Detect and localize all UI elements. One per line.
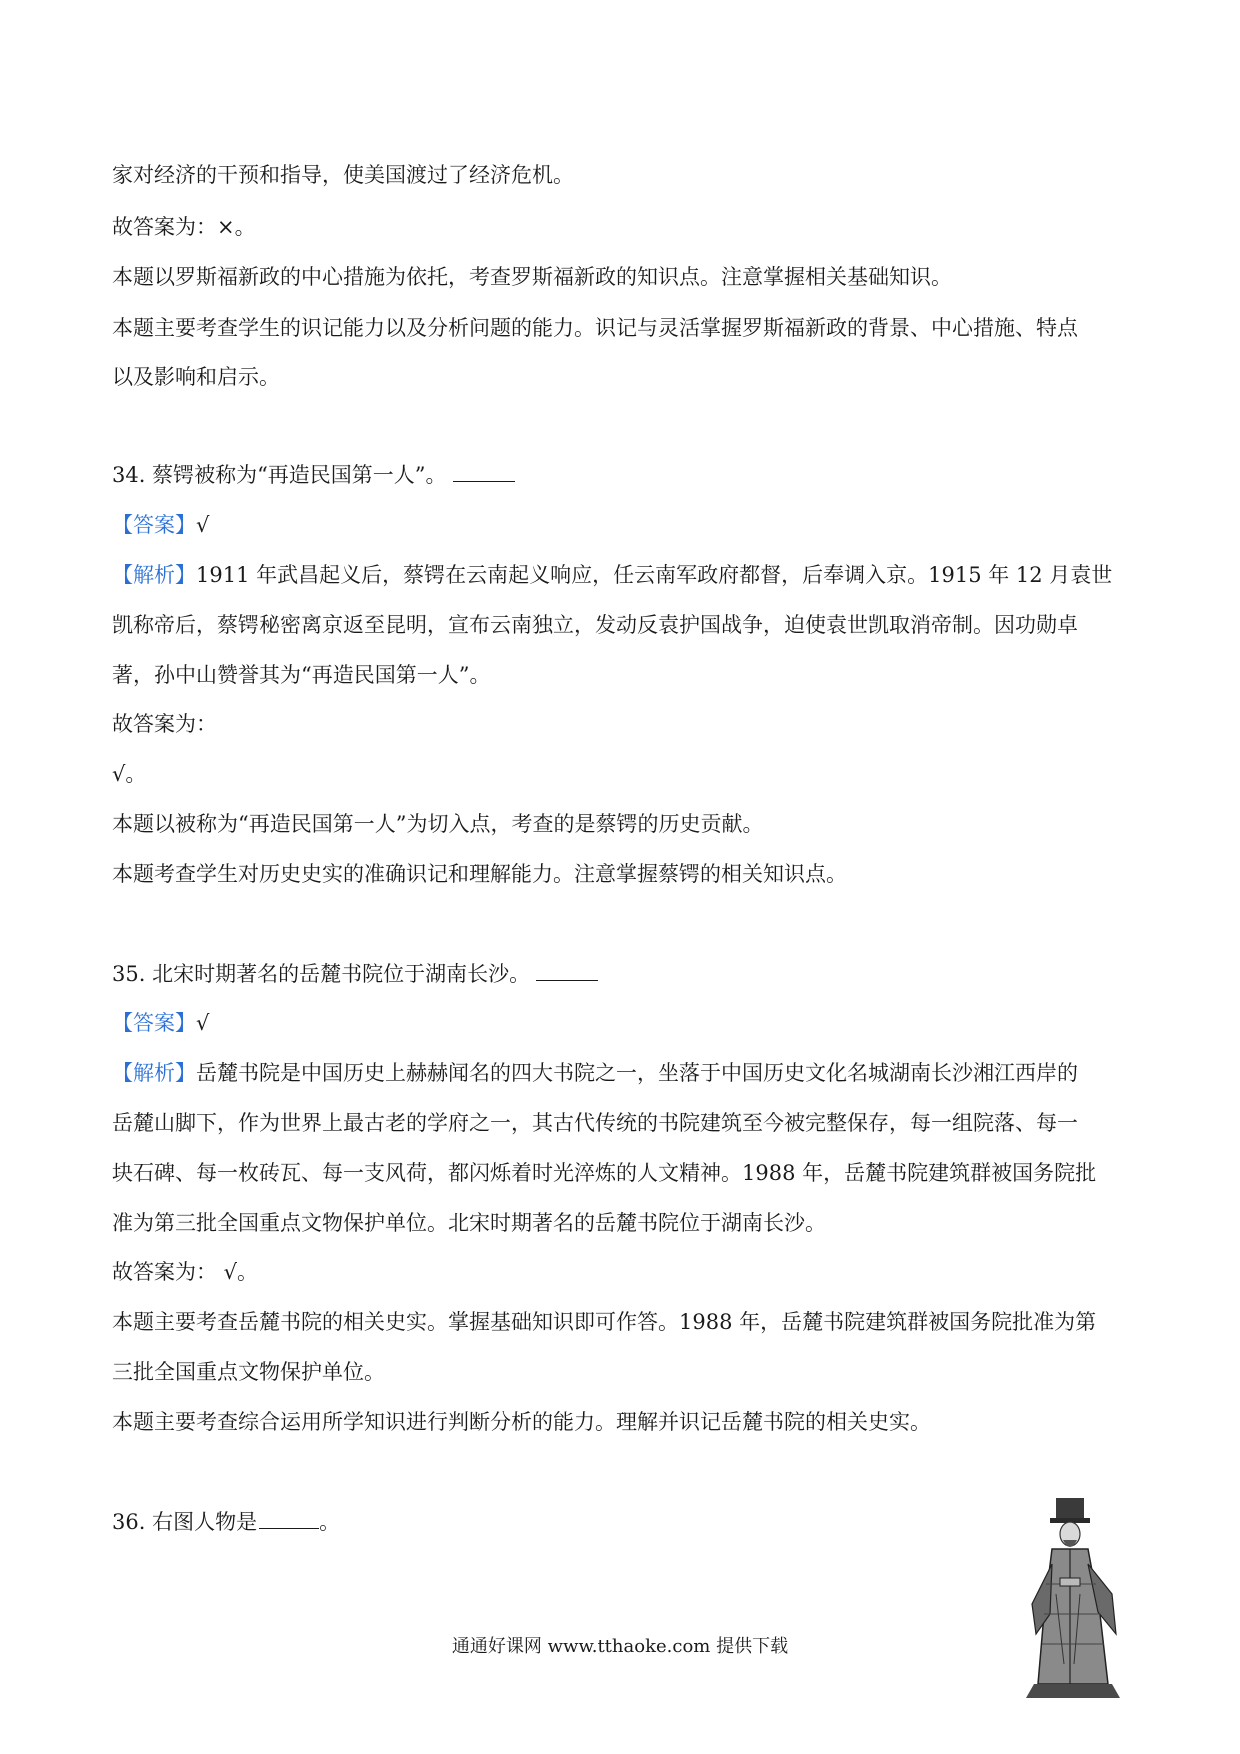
answer-value: √ xyxy=(196,1011,210,1035)
answer-tag: 【答案】 xyxy=(112,513,196,537)
historical-figure-illustration xyxy=(1016,1494,1126,1704)
analysis-line: 块石碑、每一枚砖瓦、每一支风荷，都闪烁着时光淬炼的人文精神。1988 年，岳麓书院建筑群被国务院批 xyxy=(112,1161,1097,1185)
answer-row xyxy=(112,510,1132,540)
question-35 xyxy=(112,959,1132,989)
comment-line: 本题以罗斯福新政的中心措施为依托，考查罗斯福新政的知识点。注意掌握相关基础知识。 xyxy=(112,265,952,289)
comment-line: 本题以被称为“再造民国第一人”为切入点，考查的是蔡锷的历史贡献。 xyxy=(112,812,764,836)
analysis-line: 凯称帝后，蔡锷秘密离京返至昆明，宣布云南独立，发动反袁护国战争，迫使袁世凯取消帝制。因功勋卓 xyxy=(112,613,1078,637)
answer-line: 故答案为：×。 xyxy=(112,215,256,239)
question-text: 35. 北宋时期著名的岳麓书院位于湖南长沙。 xyxy=(112,962,531,986)
comment-line: 本题主要考查岳麓书院的相关史实。掌握基础知识即可作答。1988 年，岳麓书院建筑群被国务院批准为第 xyxy=(112,1310,1097,1334)
analysis-line xyxy=(112,1058,1132,1088)
answer-blank xyxy=(259,1508,319,1529)
answer-line: 故答案为： √。 xyxy=(112,1260,259,1284)
analysis-text: 岳麓书院是中国历史上赫赫闻名的四大书院之一，坐落于中国历史文化名城湖南长沙湘江西岸的 xyxy=(196,1061,1078,1085)
figure-beard xyxy=(1063,1540,1077,1547)
comment-line: 以及影响和启示。 xyxy=(112,365,280,389)
answer-line: 故答案为： xyxy=(112,712,217,736)
question-text-end: 。 xyxy=(319,1510,341,1534)
answer-value: √ xyxy=(196,513,210,537)
analysis-line: 准为第三批全国重点文物保护单位。北宋时期著名的岳麓书院位于湖南长沙。 xyxy=(112,1211,826,1235)
figure-hat xyxy=(1056,1498,1084,1520)
figure-belt xyxy=(1060,1578,1080,1586)
question-34 xyxy=(112,460,1132,490)
analysis-line: 岳麓山脚下，作为世界上最古老的学府之一，其古代传统的书院建筑至今被完整保存，每一组院落、每一 xyxy=(112,1111,1078,1135)
comment-line: 本题主要考查综合运用所学知识进行判断分析的能力。理解并识记岳麓书院的相关史实。 xyxy=(112,1410,931,1434)
analysis-tag: 【解析】 xyxy=(112,1061,196,1085)
analysis-tag: 【解析】 xyxy=(112,563,196,587)
analysis-line xyxy=(112,560,1132,590)
analysis-line: 著，孙中山赞誉其为“再造民国第一人”。 xyxy=(112,663,491,687)
figure-base xyxy=(1026,1684,1120,1698)
answer-tag: 【答案】 xyxy=(112,1011,196,1035)
answer-blank xyxy=(453,461,515,482)
question-36 xyxy=(112,1507,1132,1537)
answer-row xyxy=(112,1008,1132,1038)
question-text: 36. 右图人物是 xyxy=(112,1510,258,1534)
question-text: 34. 蔡锷被称为“再造民国第一人”。 xyxy=(112,463,447,487)
paragraph-line: 家对经济的干预和指导，使美国渡过了经济危机。 xyxy=(112,163,574,187)
page-footer: 通通好课网 www.tthaoke.com 提供下载 xyxy=(451,1636,789,1657)
answer-line: √。 xyxy=(112,762,147,786)
analysis-text: 1911 年武昌起义后，蔡锷在云南起义响应，任云南军政府都督，后奉调入京。1915 年 12 月袁世 xyxy=(196,563,1113,587)
answer-blank xyxy=(536,960,598,981)
comment-line: 本题主要考查学生的识记能力以及分析问题的能力。识记与灵活掌握罗斯福新政的背景、中心措施、特点 xyxy=(112,316,1078,340)
comment-line: 三批全国重点文物保护单位。 xyxy=(112,1360,385,1384)
comment-line: 本题考查学生对历史史实的准确识记和理解能力。注意掌握蔡锷的相关知识点。 xyxy=(112,862,847,886)
